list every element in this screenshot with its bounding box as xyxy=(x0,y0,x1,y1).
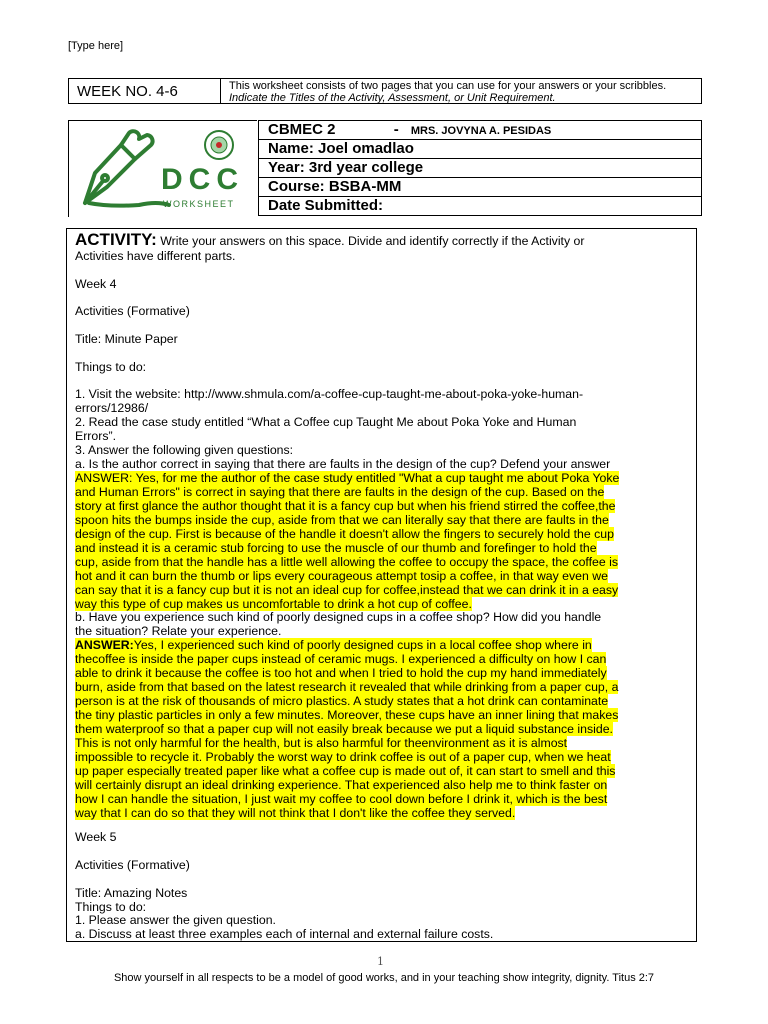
name-row: Name: Joel omadlao xyxy=(259,140,701,159)
week-box xyxy=(68,78,702,104)
activity-instruction: Write your answers on this space. Divide and identify correctly if the Activity or xyxy=(160,234,585,248)
step2-line2: Errors”. xyxy=(75,429,116,443)
date-row: Date Submitted: xyxy=(268,197,384,214)
answer-2-line: impossible to recycle it. Probably the worst way to drink coffee is out of a paper cup, when we heat xyxy=(75,750,611,764)
week-label: WEEK NO. 4-6 xyxy=(69,79,221,103)
dcc-logo xyxy=(68,120,257,217)
question-b-line1: b. Have you experience such kind of poorly designed cups in a coffee shop? How did you handle xyxy=(75,610,602,624)
answer-2-label: ANSWER: xyxy=(75,638,134,652)
activity-heading: ACTIVITY: xyxy=(75,230,157,249)
answer-2-line: way that I can do so that they will not think that I don't like the coffee they served. xyxy=(75,806,516,820)
week-note xyxy=(229,80,699,104)
answer-1-line: design of the cup. First is because of the handle it doesn't allow the fingers to securely hold the cup xyxy=(75,527,614,541)
pen-nib-icon xyxy=(69,121,257,217)
answer-2-line: burn, aside from that based on the latest research it revealed that while drinking from a paper cup, a xyxy=(75,680,619,694)
course-dash: - xyxy=(393,121,399,138)
week5-things: Things to do: xyxy=(75,900,147,914)
logo-text: DCC xyxy=(161,163,244,196)
answer-2-line: This is not only harmful for the health, but is also harmful for theenvironment as it is almost xyxy=(75,736,568,750)
question-a: a. Is the author correct in saying that there are faults in the design of the cup? Defend your answer xyxy=(75,457,611,471)
week4-things: Things to do: xyxy=(75,360,147,374)
page-number: 1 xyxy=(377,955,384,968)
week4-title: Title: Minute Paper xyxy=(75,332,178,346)
logo-subtext: WORKSHEET xyxy=(163,199,235,209)
answer-1-line: way this type of cup makes us uncomfortable to drink a hot cup of coffee. xyxy=(75,597,472,611)
seal-icon xyxy=(205,131,233,159)
step1-line1: 1. Visit the website: http://www.shmula.com/a-coffee-cup-taught-me-about-poka-yoke-human- xyxy=(75,387,584,401)
week5-label: Week 5 xyxy=(75,830,117,844)
week-note-text: This worksheet consists of two pages that you can use for your answers or your scribbles. xyxy=(229,80,667,92)
answer-2-line: up paper especially treated paper like what a coffee cup is made out of, it can start to smell and this xyxy=(75,764,616,778)
answer-1-line: story at first glance the author thought that it is a fancy cup but when his friend stirred the coffee,the xyxy=(75,499,616,513)
answer-1-line: hot and it can burn the thumb or lips every courageous attempt tosip a coffee, in that way even we xyxy=(75,569,608,583)
answer-2-line: will certainly disrupt an ideal drinking experience. That experienced also help me to think faster on xyxy=(75,778,608,792)
question-b-line2: the situation? Relate your experience. xyxy=(75,624,282,638)
answer-1-line: ANSWER: Yes, for me the author of the case study entitled "What a cup taught me about Poka Yoke xyxy=(75,471,620,485)
answer-2-line: the tiny plastic particles in only a few minutes. Moreover, these cups have an inner lining that makes xyxy=(75,708,619,722)
step1-line2: errors/12986/ xyxy=(75,401,149,415)
activity-instruction-2: Activities have different parts. xyxy=(75,249,236,263)
step2-line1: 2. Read the case study entitled “What a Coffee cup Taught Me about Poka Yoke and Human xyxy=(75,415,577,429)
week5-activities: Activities (Formative) xyxy=(75,858,190,872)
teacher-name: MRS. JOVYNA A. PESIDAS xyxy=(410,125,552,137)
answer-1-line: spoon hits the bumps inside the cup, aside from that we can literally say that there are faults in the xyxy=(75,513,609,527)
course-row xyxy=(259,121,701,140)
activity-heading-line xyxy=(75,230,585,249)
answer-2-line: Yes, I experienced such kind of poorly designed cups in a local coffee shop where in xyxy=(133,638,592,652)
activity-box xyxy=(66,228,697,942)
week4-label: Week 4 xyxy=(75,277,117,291)
answer-2-line: them waterproof so that a paper cup will not easily break because we put a liquid substance inside. xyxy=(75,722,613,736)
student-info xyxy=(258,120,702,216)
answer-2-line: thecoffee is inside the paper cups instead of ceramic mugs. I experienced a difficulty on how I can xyxy=(75,652,607,666)
week4-activities: Activities (Formative) xyxy=(75,304,190,318)
answer-1-line: and instead it is a ceramic stub forcing to use the muscle of our thumb and forefinger to hold the xyxy=(75,541,597,555)
year-row: Year: 3rd year college xyxy=(259,159,701,178)
answer-1-line: can say that it is a fancy cup but it is not an ideal cup for coffee,instead that we can drink it in a easy xyxy=(75,583,619,597)
week5-step-a: a. Discuss at least three examples each of internal and external failure costs. xyxy=(75,927,494,941)
answer-2-line: able to drink it because the coffee is too hot and when I tried to hold the cup my hand immediately xyxy=(75,666,607,680)
week5-title: Title: Amazing Notes xyxy=(75,886,188,900)
course-code: CBMEC 2 xyxy=(268,121,336,138)
answer-2-line: how I can handle the situation, I just wait my coffee to cool down before I drink it, which is the best xyxy=(75,792,608,806)
step3-line: 3. Answer the following given questions: xyxy=(75,443,294,457)
answer-1-line: cup, aside from that the handle has a little well allowing the coffee to occupy the space, the coffee is xyxy=(75,555,618,569)
week5-step1: 1. Please answer the given question. xyxy=(75,913,276,927)
course-name-row: Course: BSBA-MM xyxy=(259,178,701,197)
answer-2-line: person is at the risk of thousands of micro plastics. A study states that a hot drink can contaminate xyxy=(75,694,609,708)
week-note-italic: Indicate the Titles of the Activity, Assessment, or Unit Requirement. xyxy=(229,92,556,104)
footer-verse: Show yourself in all respects to be a model of good works, and in your teaching show integrity, dignity. Titus 2:7 xyxy=(113,972,655,984)
page-header-text: [Type here] xyxy=(68,40,124,52)
answer-1-line: and Human Errors" is correct in saying that there are faults in the design of the cup. Based on the xyxy=(75,485,605,499)
